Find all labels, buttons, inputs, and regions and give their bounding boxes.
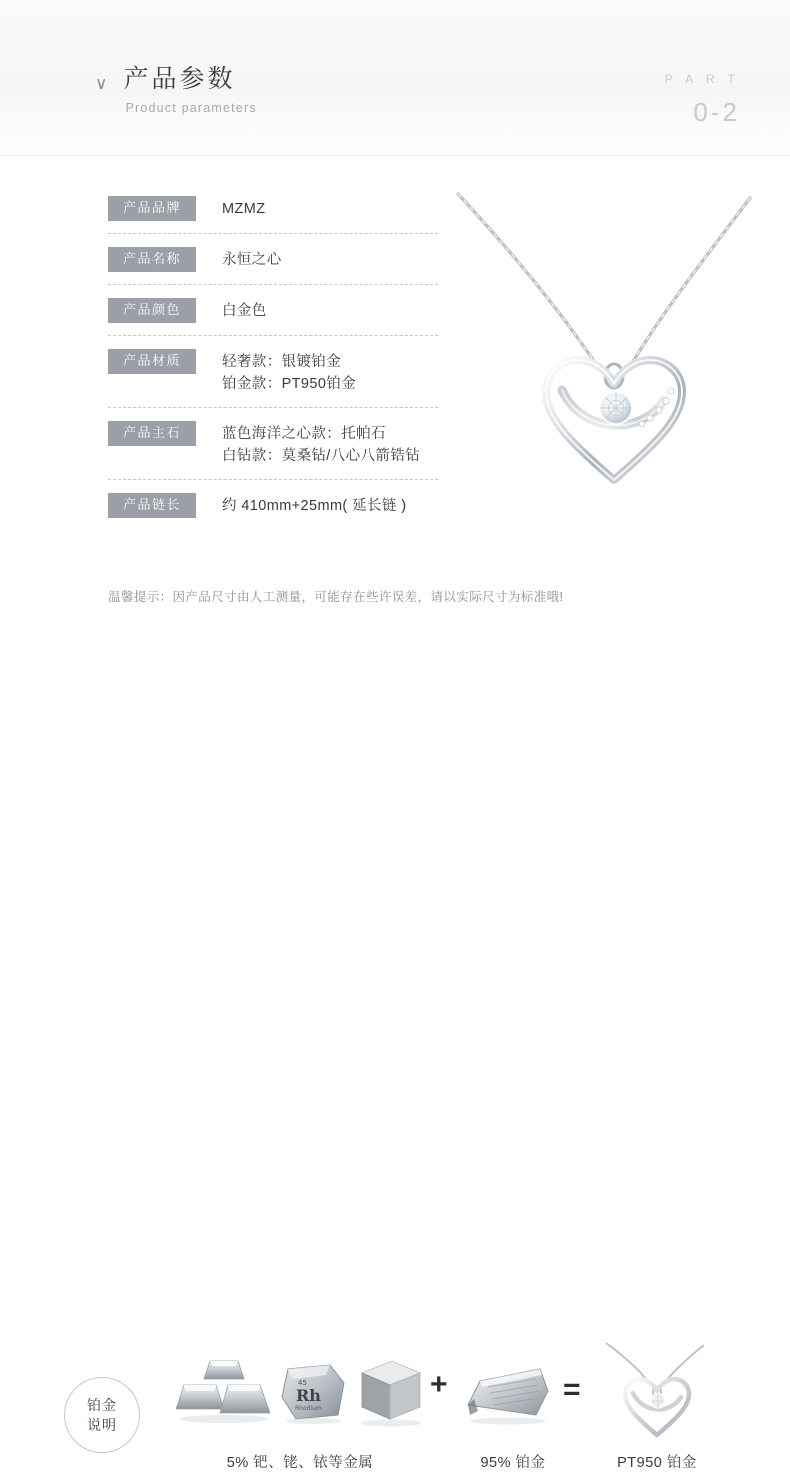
badge-line-2: 说明: [87, 1417, 117, 1433]
spec-value-chain-length: [222, 493, 406, 517]
svg-text:Rh: Rh: [296, 1386, 321, 1405]
table-row: [108, 247, 438, 285]
spec-label-main-stone: 产品主石: [108, 421, 196, 446]
metal-ingots-image: [176, 1355, 276, 1425]
part-indicator: [665, 72, 740, 128]
spec-value-line: 白金色: [222, 303, 267, 319]
caption-right-text: PT950 铂金: [617, 1455, 697, 1471]
caption-left-text: 5% 钯、铑、铱等金属: [226, 1455, 374, 1471]
spec-label-brand: 产品品牌: [108, 196, 196, 221]
product-parameters-table: [108, 196, 438, 543]
table-row: [108, 493, 438, 530]
platinum-bar-image: [462, 1359, 554, 1427]
metal-cube-image: [352, 1357, 428, 1429]
spec-value-line: 白钻款：莫桑钻/八心八箭锆钻: [222, 448, 421, 465]
title-block: [123, 66, 256, 115]
spec-label-material: 产品材质: [108, 349, 196, 374]
page-header: [0, 0, 790, 156]
table-row: [108, 298, 438, 336]
header-title-group: [95, 66, 257, 115]
svg-text:Rhodium: Rhodium: [295, 1405, 322, 1412]
spec-value-color: [222, 298, 267, 322]
table-row: [108, 196, 438, 234]
caption-right: [584, 1451, 730, 1472]
caption-left: [150, 1451, 450, 1472]
svg-text:45: 45: [298, 1379, 307, 1387]
spec-value-line: MZMZ: [222, 201, 266, 217]
measurement-tip: 温馨提示：因产品尺寸由人工测量，可能存在些许误差，请以实际尺寸为标准哦!: [108, 590, 564, 604]
spec-value-line: 约 410mm+25mm( 延长链 ): [222, 497, 407, 514]
rhodium-chip-image: [278, 1363, 350, 1425]
spec-value-line: 轻奢款：银镀铂金: [222, 354, 342, 370]
equals-sign: =: [563, 1373, 581, 1406]
spec-value-name: [222, 247, 282, 271]
spec-label-color: 产品颜色: [108, 298, 196, 323]
platinum-composition-formula: [0, 665, 790, 1471]
spec-value-line: 永恒之心: [222, 252, 282, 268]
badge-line-1: 铂金: [87, 1396, 117, 1413]
spec-value-main-stone: [222, 421, 420, 468]
spec-value-line: 蓝色海洋之心款：托帕石: [222, 425, 386, 442]
table-row: [108, 421, 438, 480]
page-title: 产品参数: [123, 65, 236, 93]
caption-middle-text: 95% 铂金: [480, 1455, 546, 1471]
spec-value-line: 铂金款：PT950铂金: [222, 376, 357, 393]
plus-sign: +: [430, 1368, 448, 1401]
spec-value-brand: [222, 196, 265, 220]
chevron-down-icon: ∨: [95, 74, 108, 93]
spec-label-name: 产品名称: [108, 247, 196, 272]
spec-value-material: [222, 349, 356, 396]
part-number: 0-2: [693, 97, 740, 127]
platinum-note-badge: [64, 1377, 140, 1453]
caption-middle: [438, 1451, 588, 1472]
product-necklace-image: [450, 180, 780, 510]
result-pendant-image: [600, 1337, 712, 1442]
page-subtitle: Product parameters: [125, 100, 257, 115]
table-row: [108, 349, 438, 408]
part-label: P A R T: [664, 72, 740, 86]
spec-label-chain-length: 产品链长: [108, 493, 196, 518]
